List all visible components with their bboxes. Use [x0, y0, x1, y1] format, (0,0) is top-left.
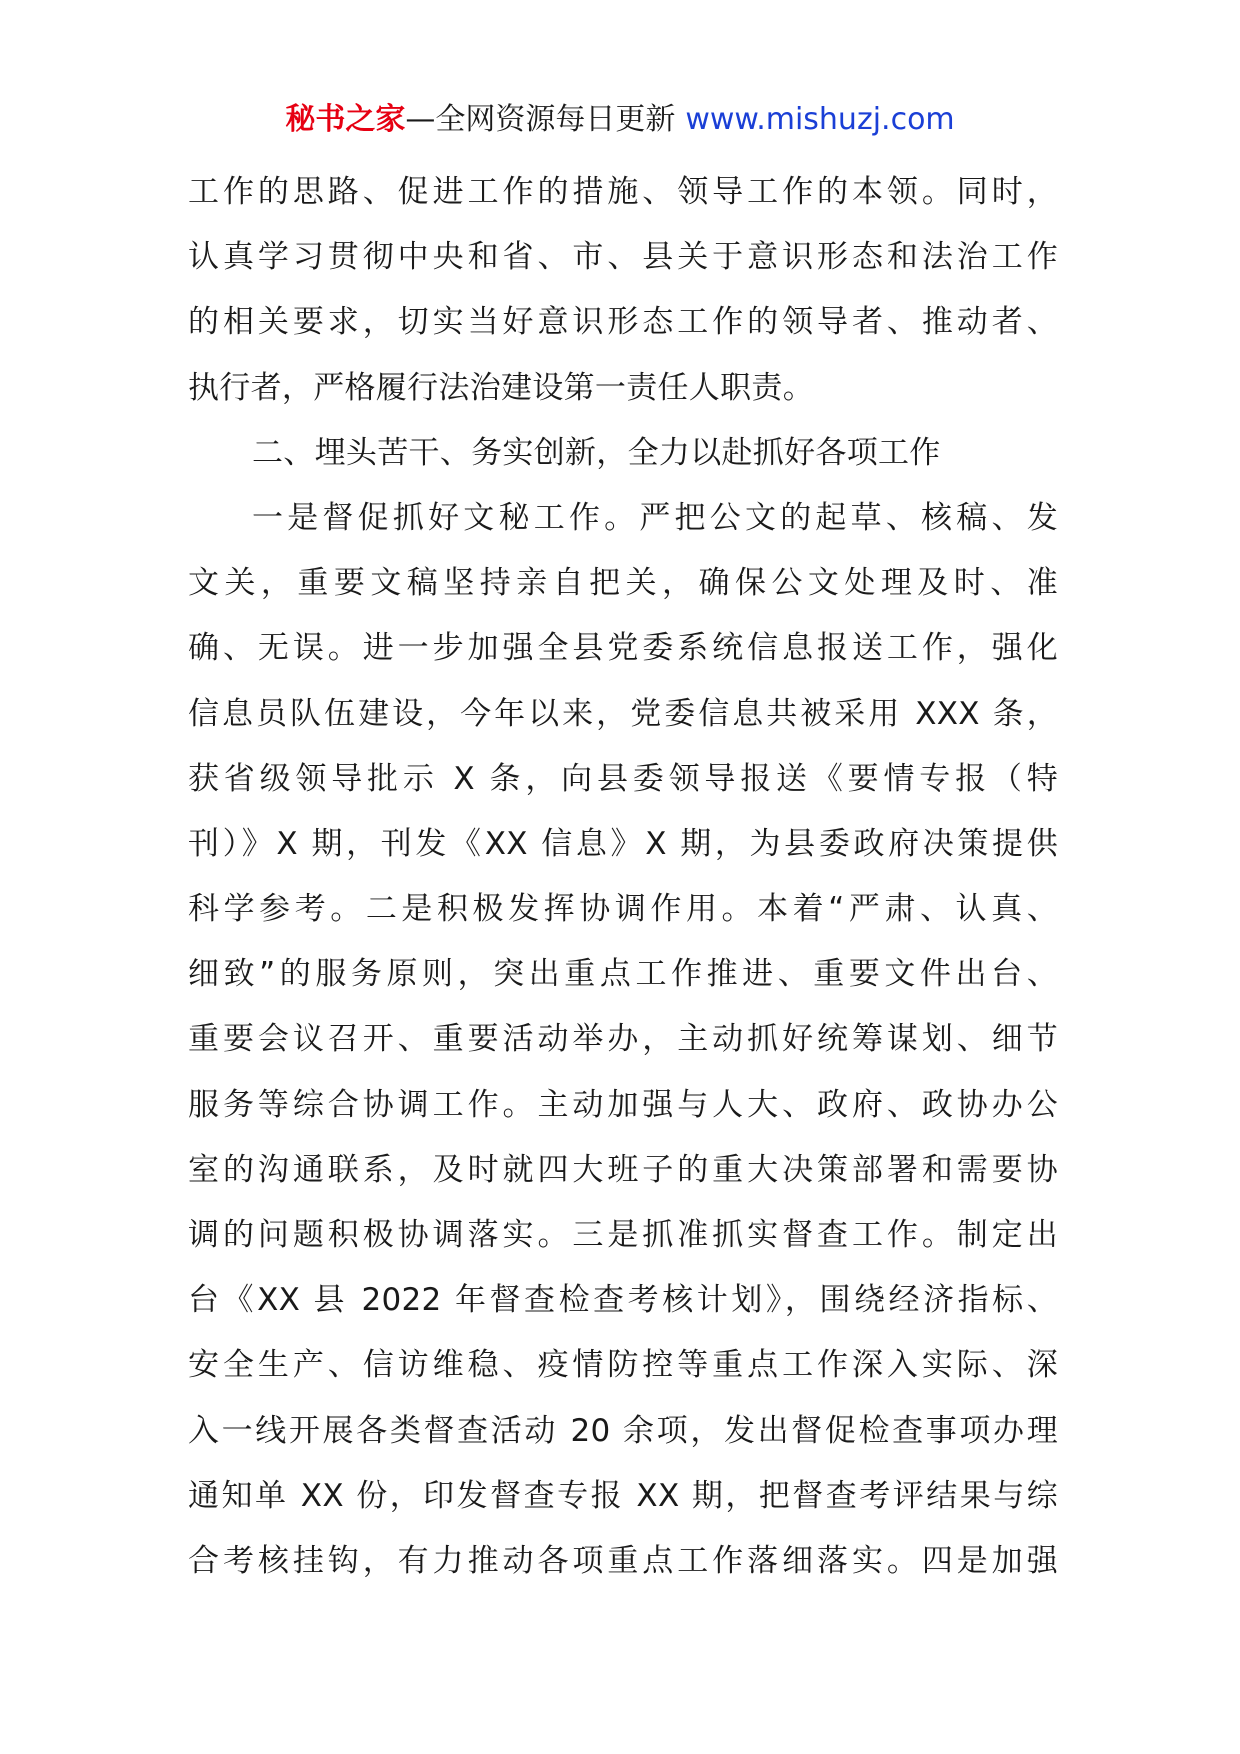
site-url-link[interactable]: www.mishuzj.com [685, 102, 955, 137]
site-tagline: —全网资源每日更新 [405, 102, 676, 137]
text-line: 确、无误。进一步加强全县党委系统信息报送工作，强化 [188, 630, 1058, 667]
text-line: 重要会议召开、重要活动举办，主动抓好统筹谋划、细节 [188, 1021, 1058, 1058]
text-line: 工作的思路、促进工作的措施、领导工作的本领。同时， [188, 174, 1058, 210]
text-line: 服务等综合协调工作。主动加强与人大、政府、政协办公 [188, 1086, 1058, 1123]
document-body [188, 160, 1058, 1594]
text-line: 调的问题积极协调落实。三是抓准抓实督查工作。制定出 [188, 1217, 1058, 1253]
text-line: 入一线开展各类督查活动 20 余项，发出督促检查事项办理 [188, 1412, 1058, 1449]
text-line: 通知单 XX 份，印发督查专报 XX 期，把督查考评结果与综 [188, 1477, 1058, 1514]
text-line: 刊）》X 期，刊发《XX 信息》X 期，为县委政府决策提供 [188, 825, 1058, 862]
text-line: 获省级领导批示 X 条，向县委领导报送《要情专报（特 [188, 760, 1058, 797]
text-line: 执行者，严格履行法治建设第一责任人职责。 [188, 369, 814, 406]
text-line: 信息员队伍建设，今年以来，党委信息共被采用 XXX 条， [188, 695, 1058, 732]
text-line: 的相关要求，切实当好意识形态工作的领导者、推动者、 [188, 304, 1058, 341]
section-heading: 二、埋头苦干、务实创新，全力以赴抓好各项工作 [252, 434, 941, 471]
text-line: 认真学习贯彻中央和省、市、县关于意识形态和法治工作 [188, 239, 1058, 276]
text-line: 细致”的服务原则，突出重点工作推进、重要文件出台、 [188, 956, 1058, 993]
site-brand: 秘书之家 [285, 102, 406, 137]
text-line: 一是督促抓好文秘工作。严把公文的起草、核稿、发 [252, 499, 1058, 536]
text-line: 合考核挂钩，有力推动各项重点工作落细落实。四是加强 [188, 1542, 1058, 1579]
text-line: 安全生产、信访维稳、疫情防控等重点工作深入实际、深 [188, 1347, 1058, 1384]
text-line: 台《XX 县 2022 年督查检查考核计划》，围绕经济指标、 [188, 1282, 1058, 1319]
site-header [0, 98, 1240, 142]
text-line: 室的沟通联系，及时就四大班子的重大决策部署和需要协 [188, 1151, 1058, 1188]
text-line: 文关，重要文稿坚持亲自把关，确保公文处理及时、准 [188, 565, 1058, 602]
text-line: 科学参考。二是积极发挥协调作用。本着“严肃、认真、 [188, 891, 1058, 928]
